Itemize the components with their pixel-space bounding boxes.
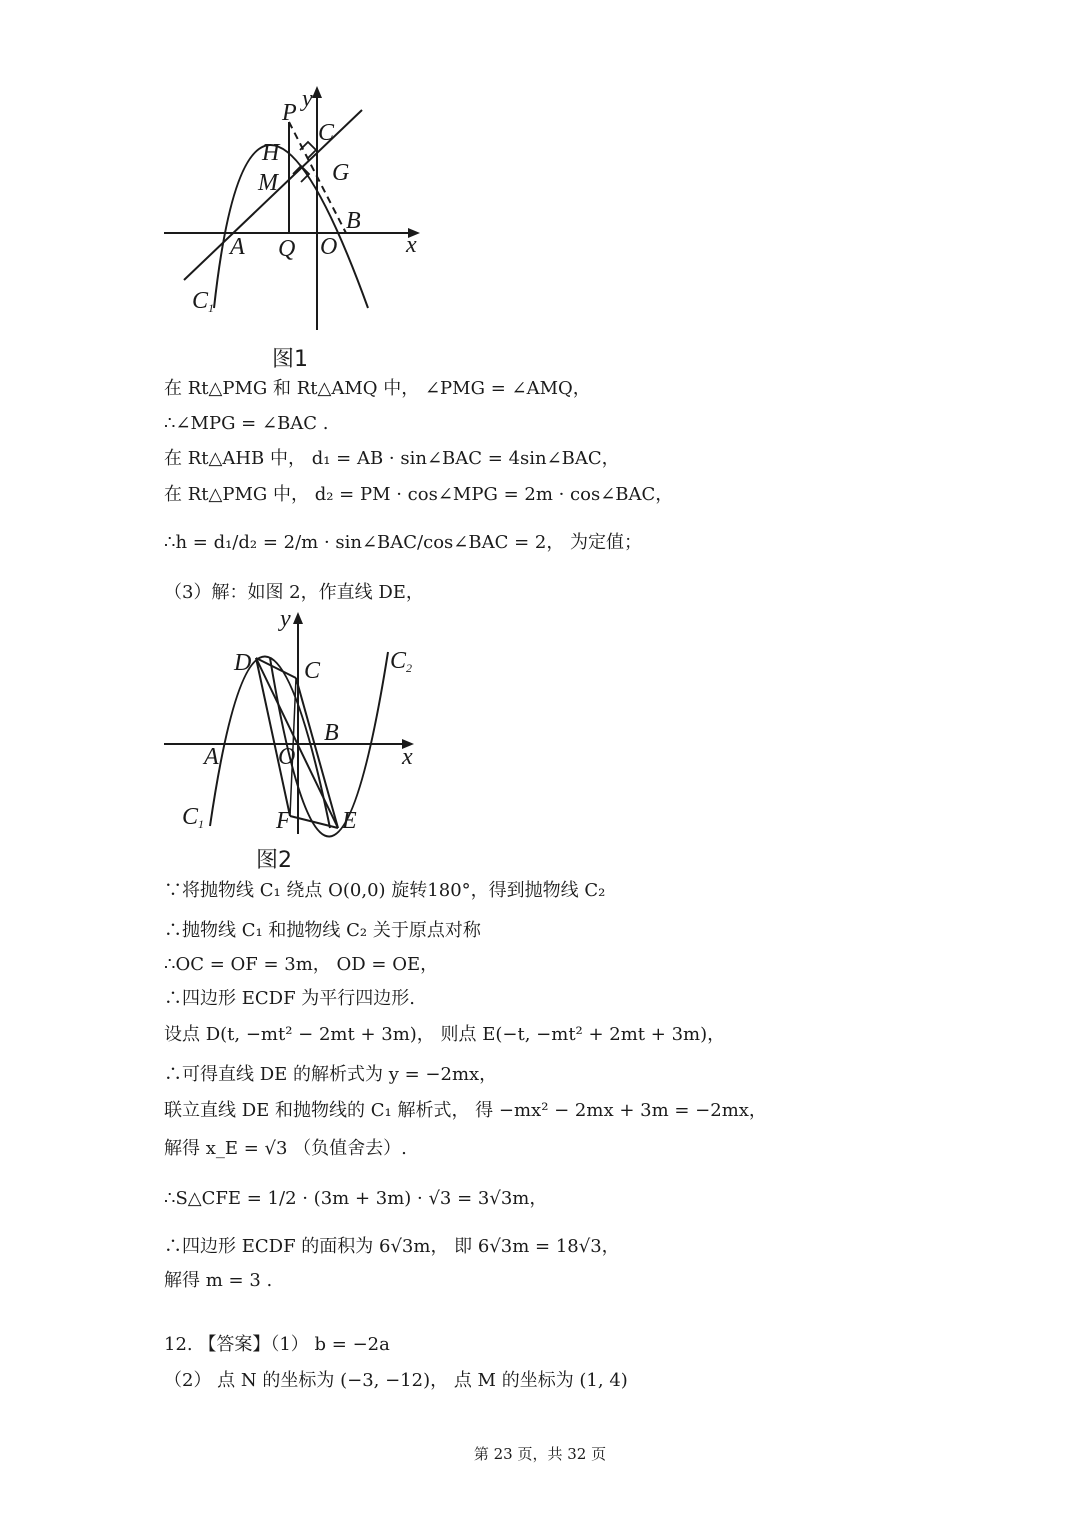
fig2-label-C2-sub: 2 <box>406 661 412 675</box>
fig2-label-C: C <box>304 658 321 684</box>
text-line-19: （2） 点 N 的坐标为 (−3, −12)， 点 M 的坐标为 (1, 4) <box>164 1370 628 1391</box>
text-line-2: ∴∠MPG = ∠BAC . <box>164 413 329 434</box>
text-line-17: 解得 m = 3 . <box>164 1270 273 1291</box>
fig1-label-C: C <box>318 120 335 146</box>
text-line-18: 12. 【答案】（1） b = −2a <box>164 1334 390 1355</box>
figure-2 <box>150 606 440 846</box>
text-line-14: 解得 x_E = √3 （负值舍去）. <box>164 1138 407 1159</box>
figure-1-diagram <box>150 80 440 340</box>
page-footer: 第 23 页，共 32 页 <box>473 1445 607 1463</box>
figure-1-caption: 图1 <box>272 347 308 372</box>
figure-1 <box>150 80 440 340</box>
text-line-10: ∴四边形 ECDF 为平行四边形. <box>164 988 415 1009</box>
fig1-label-P: P <box>282 100 297 126</box>
fig2-label-F: F <box>276 808 291 834</box>
text-line-11: 设点 D(t, −mt² − 2mt + 3m)， 则点 E(−t, −mt² + 2mt + 3m)， <box>164 1024 726 1045</box>
fig2-label-C1-sub: 1 <box>198 817 204 831</box>
text-line-15: ∴S△CFE = 1/2 · (3m + 3m) · √3 = 3√3m， <box>164 1188 548 1209</box>
fig1-label-A: A <box>230 234 245 260</box>
fig1-label-y: y <box>302 86 313 112</box>
text-line-12: ∴可得直线 DE 的解析式为 y = −2mx， <box>164 1064 498 1085</box>
figure-2-caption: 图2 <box>256 848 292 873</box>
text-line-9: ∴OC = OF = 3m， OD = OE， <box>164 954 439 975</box>
fig1-label-O: O <box>320 234 338 260</box>
fig1-label-x: x <box>406 232 417 258</box>
fig1-label-Q: Q <box>278 236 296 262</box>
text-line-13: 联立直线 DE 和抛物线的 C₁ 解析式， 得 −mx² − 2mx + 3m = −2mx， <box>164 1100 767 1121</box>
figure-2-diagram <box>150 606 440 846</box>
fig2-label-C1: C <box>182 804 199 830</box>
text-line-4: 在 Rt△PMG 中， d₂ = PM · cos∠MPG = 2m · cos∠BAC， <box>164 484 674 505</box>
fig1-label-M: M <box>258 170 278 196</box>
fig2-label-D: D <box>234 650 252 676</box>
text-line-1: 在 Rt△PMG 和 Rt△AMQ 中， ∠PMG = ∠AMQ， <box>164 378 591 399</box>
fig2-label-C2: C <box>390 648 407 674</box>
fig1-label-H: H <box>262 140 280 166</box>
text-line-5: ∴h = d₁/d₂ = 2/m · sin∠BAC/cos∠BAC = 2， 为定值； <box>164 532 643 553</box>
fig2-label-E: E <box>342 808 357 834</box>
fig2-label-A: A <box>204 744 219 770</box>
text-line-16: ∴四边形 ECDF 的面积为 6√3m， 即 6√3m = 18√3， <box>164 1236 620 1257</box>
fig1-label-G: G <box>332 160 350 186</box>
fig2-label-x: x <box>402 744 413 770</box>
fig1-label-C1-sub: 1 <box>208 301 214 315</box>
fig2-label-O: O <box>278 744 296 770</box>
text-line-3: 在 Rt△AHB 中， d₁ = AB · sin∠BAC = 4sin∠BAC， <box>164 448 620 469</box>
fig1-label-B: B <box>346 208 361 234</box>
text-line-6: （3）解：如图 2，作直线 DE， <box>164 582 424 603</box>
text-line-7: ∵将抛物线 C₁ 绕点 O(0,0) 旋转180°，得到抛物线 C₂ <box>164 880 606 901</box>
fig2-label-y: y <box>280 606 291 632</box>
fig1-label-C1: C <box>192 288 209 314</box>
text-line-8: ∴抛物线 C₁ 和抛物线 C₂ 关于原点对称 <box>164 920 481 941</box>
fig2-label-B: B <box>324 720 339 746</box>
